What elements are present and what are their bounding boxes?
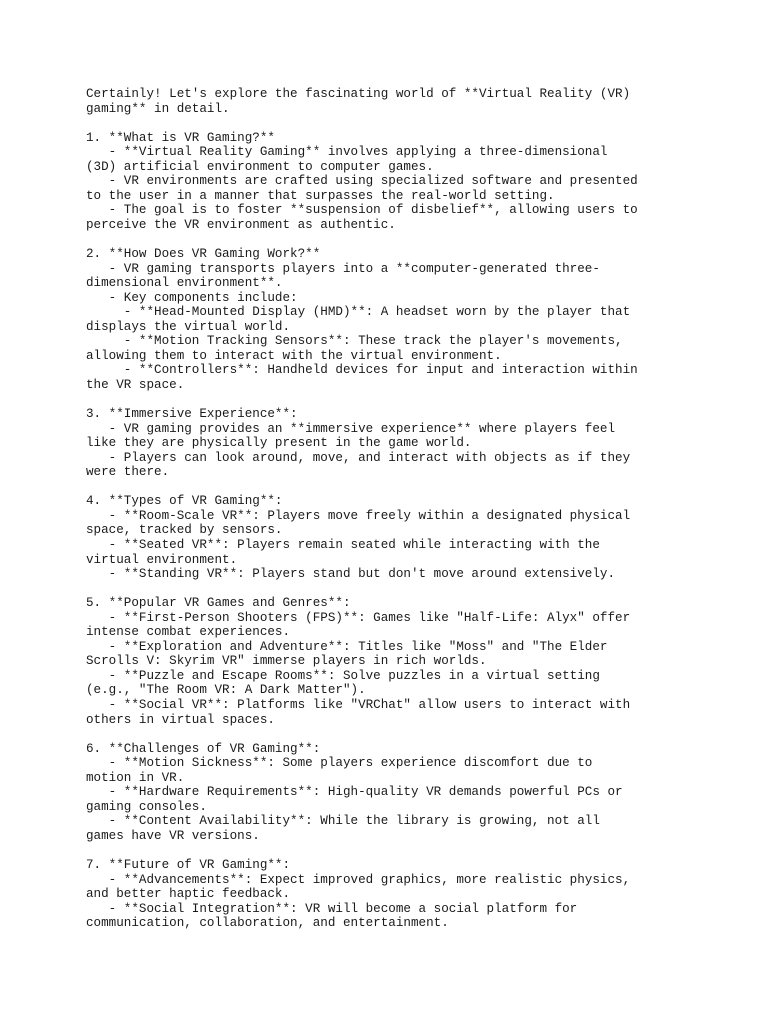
text-line: - **Motion Sickness**: Some players experience discomfort due to: [86, 756, 593, 771]
text-line: and better haptic feedback.: [86, 887, 291, 902]
blank-line: [86, 582, 706, 597]
text-line: - VR gaming transports players into a **computer-generated three-: [86, 261, 600, 276]
text-line: communication, collaboration, and entertainment.: [86, 916, 449, 931]
text-line: intense combat experiences.: [86, 625, 291, 640]
text-line: 3. **Immersive Experience**:: [86, 407, 298, 422]
text-line: (e.g., "The Room VR: A Dark Matter").: [86, 683, 366, 698]
text-line: - **Puzzle and Escape Rooms**: Solve puzzles in a virtual setting: [86, 668, 600, 683]
text-line: - The goal is to foster **suspension of disbelief**, allowing users to: [86, 203, 638, 218]
text-line: dimensional environment**.: [86, 276, 283, 291]
text-line: - **Virtual Reality Gaming** involves applying a three-dimensional: [86, 145, 608, 160]
text-line: gaming** in detail.: [86, 101, 230, 116]
text-line: perceive the VR environment as authentic.: [86, 217, 396, 232]
text-line: allowing them to interact with the virtual environment.: [86, 348, 502, 363]
text-line: - VR gaming provides an **immersive experience** where players feel: [86, 421, 616, 436]
text-line: were there.: [86, 465, 170, 480]
blank-line: [86, 116, 706, 131]
text-line: space, tracked by sensors.: [86, 523, 283, 538]
text-line: others in virtual spaces.: [86, 712, 275, 727]
text-line: - **Advancements**: Expect improved graphics, more realistic physics,: [86, 872, 631, 887]
text-line: 4. **Types of VR Gaming**:: [86, 494, 283, 509]
text-line: - Players can look around, move, and interact with objects as if they: [86, 450, 631, 465]
blank-line: [86, 232, 706, 247]
text-line: - **Motion Tracking Sensors**: These track the player's movements,: [86, 334, 623, 349]
text-line: gaming consoles.: [86, 799, 207, 814]
blank-line: [86, 480, 706, 495]
text-line: virtual environment.: [86, 552, 238, 567]
text-line: 5. **Popular VR Games and Genres**:: [86, 596, 351, 611]
text-line: to the user in a manner that surpasses the real-world setting.: [86, 188, 555, 203]
text-line: 6. **Challenges of VR Gaming**:: [86, 741, 321, 756]
blank-line: [86, 392, 706, 407]
text-line: - **Standing VR**: Players stand but don't move around extensively.: [86, 567, 616, 582]
text-line: - VR environments are crafted using specialized software and presented: [86, 174, 638, 189]
text-line: - **Room-Scale VR**: Players move freely within a designated physical: [86, 508, 631, 523]
blank-line: [86, 843, 706, 858]
text-line: - **Content Availability**: While the library is growing, not all: [86, 814, 600, 829]
text-line: 7. **Future of VR Gaming**:: [86, 857, 291, 872]
text-line: - **Social VR**: Platforms like "VRChat" allow users to interact with: [86, 697, 631, 712]
text-line: games have VR versions.: [86, 828, 260, 843]
text-line: - **Seated VR**: Players remain seated while interacting with the: [86, 537, 600, 552]
text-line: - **Social Integration**: VR will become a social platform for: [86, 901, 578, 916]
text-line: motion in VR.: [86, 770, 185, 785]
blank-line: [86, 727, 706, 742]
document-body: [86, 87, 706, 931]
text-line: like they are physically present in the game world.: [86, 436, 472, 451]
text-line: - **Controllers**: Handheld devices for input and interaction within: [86, 363, 638, 378]
text-line: - **Hardware Requirements**: High-quality VR demands powerful PCs or: [86, 785, 623, 800]
text-line: - **Exploration and Adventure**: Titles like "Moss" and "The Elder: [86, 639, 608, 654]
text-line: - **Head-Mounted Display (HMD)**: A headset worn by the player that: [86, 305, 631, 320]
text-line: the VR space.: [86, 377, 185, 392]
text-line: (3D) artificial environment to computer games.: [86, 159, 434, 174]
text-line: displays the virtual world.: [86, 319, 291, 334]
text-line: Certainly! Let's explore the fascinating world of **Virtual Reality (VR): [86, 87, 631, 101]
text-line: 2. **How Does VR Gaming Work?**: [86, 247, 321, 262]
text-line: 1. **What is VR Gaming?**: [86, 130, 275, 145]
text-line: Scrolls V: Skyrim VR" immerse players in rich worlds.: [86, 654, 487, 669]
text-line: - **First-Person Shooters (FPS)**: Games like "Half-Life: Alyx" offer: [86, 610, 631, 625]
text-line: - Key components include:: [86, 290, 298, 305]
